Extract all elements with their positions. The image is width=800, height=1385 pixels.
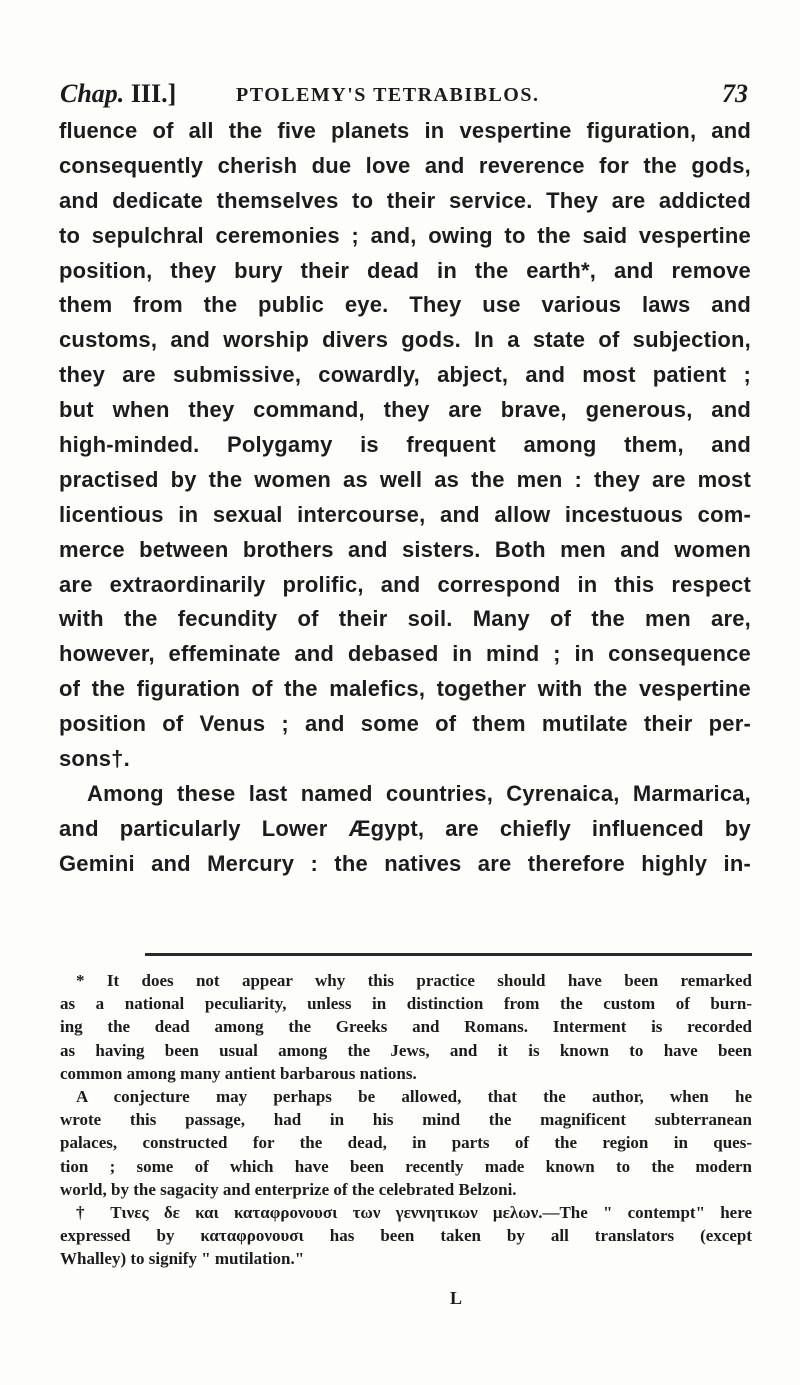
footnote-line: Whalley) to signify " mutilation." bbox=[60, 1249, 305, 1269]
text-line: but when they command, they are brave, generous, and bbox=[59, 397, 751, 423]
footnote-line: tion ; some of which have been recently made known to the modern bbox=[60, 1156, 752, 1176]
footnote-line: * It does not appear why this practice should have been remarked bbox=[76, 971, 752, 990]
signature-mark: L bbox=[450, 1288, 463, 1308]
footnote-line: ing the dead among the Greeks and Romans. Interment is recorded bbox=[60, 1017, 752, 1037]
footnote-divider bbox=[145, 953, 752, 956]
text-line: however, effeminate and debased in mind ; in consequence bbox=[59, 641, 751, 667]
text-line: of the figuration of the malefics, together with the vespertine bbox=[59, 676, 751, 702]
text-line: to sepulchral ceremonies ; and, owing to the said vespertine bbox=[59, 222, 751, 248]
footnote-line: wrote this passage, had in his mind the magnificent subterranean bbox=[60, 1110, 752, 1130]
text-line: consequently cherish due love and reverence for the gods, bbox=[59, 152, 751, 178]
running-head bbox=[60, 74, 748, 114]
footnote-line: common among many antient barbarous nations. bbox=[60, 1063, 417, 1083]
text-line: and particularly Lower Ægypt, are chiefly influenced by bbox=[59, 815, 751, 841]
text-line: Among these last named countries, Cyrenaica, Marmarica, bbox=[87, 780, 751, 806]
text-line: position of Venus ; and some of them mutilate their per- bbox=[59, 711, 751, 737]
footnotes bbox=[60, 969, 752, 1270]
footnote-line: palaces, constructed for the dead, in parts of the region in ques- bbox=[60, 1133, 752, 1153]
text-line: they are submissive, cowardly, abject, and most patient ; bbox=[59, 362, 751, 388]
page-number: 73 bbox=[722, 79, 748, 108]
footnote-line: † Τινες δε και καταφρονουσι των γεννητικων μελων.—The " contempt" here bbox=[76, 1202, 752, 1222]
text-line: and dedicate themselves to their service. They are addicted bbox=[59, 187, 751, 213]
text-line: merce between brothers and sisters. Both men and women bbox=[59, 536, 751, 562]
text-line: sons†. bbox=[59, 746, 130, 772]
text-line: them from the public eye. They use various laws and bbox=[59, 292, 751, 318]
footnote-line: A conjecture may perhaps be allowed, that the author, when he bbox=[76, 1086, 752, 1106]
running-title: PTOLEMY'S TETRABIBLOS. bbox=[236, 84, 540, 106]
footnote-line: expressed by καταφρονουσι has been taken by all translators (except bbox=[60, 1226, 752, 1246]
chapter-word: Chap. bbox=[60, 79, 125, 108]
footnote-line: as having been usual among the Jews, and it is known to have been bbox=[60, 1040, 752, 1060]
text-line: position, they bury their dead in the earth*, and remove bbox=[59, 257, 751, 283]
text-line: Gemini and Mercury : the natives are therefore highly in- bbox=[59, 850, 751, 876]
text-line: practised by the women as well as the men : they are most bbox=[59, 466, 751, 492]
chapter-label bbox=[60, 74, 176, 114]
main-text bbox=[59, 114, 751, 882]
text-line: are extraordinarily prolific, and correspond in this respect bbox=[59, 571, 751, 597]
text-line: high-minded. Polygamy is frequent among them, and bbox=[59, 432, 751, 458]
text-line: customs, and worship divers gods. In a state of subjection, bbox=[59, 327, 751, 353]
text-line: with the fecundity of their soil. Many of the men are, bbox=[59, 606, 751, 632]
text-line: fluence of all the five planets in vespertine figuration, and bbox=[59, 118, 751, 143]
chapter-number: III.] bbox=[130, 79, 177, 108]
text-line: licentious in sexual intercourse, and allow incestuous com- bbox=[59, 501, 751, 527]
footnote-line: world, by the sagacity and enterprize of the celebrated Belzoni. bbox=[60, 1179, 517, 1199]
footnote-line: as a national peculiarity, unless in distinction from the custom of burn- bbox=[60, 994, 752, 1014]
